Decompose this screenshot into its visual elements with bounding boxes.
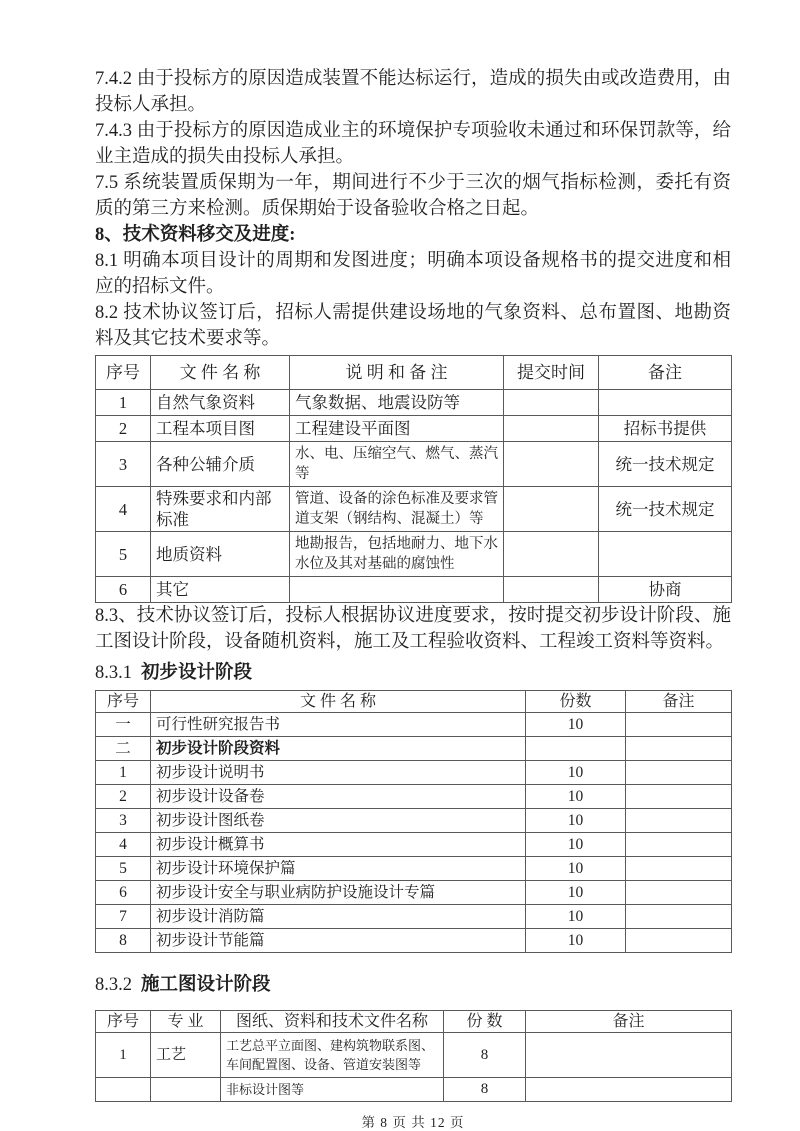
column-header: 备注 [526,1011,732,1033]
table-header-row [96,691,732,713]
table-cell [504,390,599,416]
table-row [96,487,732,532]
table-cell: 10 [526,761,626,785]
column-header: 备注 [599,356,732,390]
table-row [96,532,732,577]
table-cell: 管道、设备的涂色标准及要求管道支架（钢结构、混凝土）等 [290,487,504,532]
table-cell: 2 [96,785,151,809]
table-cell: 二 [96,737,151,761]
preliminary-design-documents-table [95,690,732,953]
table-cell [626,713,732,737]
column-header: 文 件 名 称 [151,691,526,713]
table-cell: 1 [96,390,151,416]
column-header: 说 明 和 备 注 [290,356,504,390]
table-cell: 10 [526,857,626,881]
table-cell [290,577,504,603]
table-cell: 8 [96,929,151,953]
paragraph-8-1: 8.1 明确本项目设计的周期和发图进度；明确本项设备规格书的提交进度和相应的招标文件。 [95,251,731,297]
document-content [95,66,731,1131]
table-cell: 初步设计安全与职业病防护设施设计专篇 [151,881,526,905]
table-row [96,929,732,953]
column-header: 专 业 [151,1011,221,1033]
table-cell: 非标设计图等 [221,1078,444,1102]
table-cell [504,487,599,532]
table-row [96,390,732,416]
table-cell [626,761,732,785]
table-row [96,1033,732,1078]
table-cell: 地质资料 [151,532,290,577]
table-row [96,442,732,487]
table-cell: 10 [526,833,626,857]
table-cell: 工艺 [151,1033,221,1078]
table-cell [626,785,732,809]
paragraph-7-4-3: 7.4.3 由于投标方的原因造成业主的环境保护专项验收未通过和环保罚款等，给业主造成的损失由投标人承担。 [95,121,731,167]
table-cell: 特殊要求和内部标准 [151,487,290,532]
table-cell [504,442,599,487]
table-row [96,857,732,881]
table-row [96,785,732,809]
table-cell: 10 [526,785,626,809]
table-cell: 8 [444,1078,526,1102]
table-cell [626,809,732,833]
table-cell: 1 [96,761,151,785]
table-cell: 其它 [151,577,290,603]
paragraph-7-5: 7.5 系统装置质保期为一年，期间进行不少于三次的烟气指标检测，委托有资质的第三方来检测。质保期始于设备验收合格之日起。 [95,173,731,219]
heading-8-3-2 [95,973,731,997]
column-header: 序号 [96,356,151,390]
table-cell: 初步设计消防篇 [151,905,526,929]
table-row [96,577,732,603]
table-cell: 10 [526,881,626,905]
table-cell: 水、电、压缩空气、燃气、蒸汽等 [290,442,504,487]
table-cell: 1 [96,1033,151,1078]
table-cell [626,905,732,929]
table-cell: 统一技术规定 [599,487,732,532]
table-row [96,713,732,737]
table-cell: 工艺总平立面图、建构筑物联系图、车间配置图、设备、管道安装图等 [221,1033,444,1078]
table-cell: 工程建设平面图 [290,416,504,442]
table-cell: 8 [444,1033,526,1078]
table-row [96,416,732,442]
table-cell: 6 [96,881,151,905]
table-cell: 初步设计概算书 [151,833,526,857]
table-cell: 2 [96,416,151,442]
heading-section-8: 8、技术资料移交及进度: [95,225,296,245]
table-cell: 初步设计图纸卷 [151,809,526,833]
table-row [96,833,732,857]
table-cell: 初步设计节能篇 [151,929,526,953]
table-cell: 4 [96,487,151,532]
table-header-row [96,1011,732,1033]
table-row [96,1078,732,1102]
table-cell [526,1033,732,1078]
table-cell: 招标书提供 [599,416,732,442]
table-cell: 自然气象资料 [151,390,290,416]
table-cell [96,1078,151,1102]
table-cell: 10 [526,929,626,953]
table-cell: 6 [96,577,151,603]
column-header: 图纸、资料和技术文件名称 [221,1011,444,1033]
column-header: 份 数 [444,1011,526,1033]
table-cell: 各种公辅介质 [151,442,290,487]
paragraph-8-2: 8.2 技术协议签订后，招标人需提供建设场地的气象资料、总布置图、地勘资料及其它技术要求等。 [95,303,731,349]
table-cell: 初步设计阶段资料 [151,737,526,761]
construction-drawing-documents-table [95,1010,732,1102]
table-cell: 5 [96,857,151,881]
table-cell: 工程本项目图 [151,416,290,442]
table-cell: 初步设计设备卷 [151,785,526,809]
table-row [96,809,732,833]
table-row [96,881,732,905]
table-cell [504,416,599,442]
heading-number: 8.3.2 [95,975,132,995]
heading-title: 初步设计阶段 [141,663,253,683]
column-header: 序号 [96,691,151,713]
table-cell: 可行性研究报告书 [151,713,526,737]
site-data-submittal-table [95,355,732,603]
table-cell [504,577,599,603]
table-cell: 4 [96,833,151,857]
table-cell: 统一技术规定 [599,442,732,487]
table-header-row [96,356,732,390]
table-cell: 3 [96,442,151,487]
table-cell [626,929,732,953]
table-cell [151,1078,221,1102]
column-header: 备注 [626,691,732,713]
heading-number: 8.3.1 [95,663,132,683]
paragraph-8-3: 8.3、技术协议签订后，投标人根据协议进度要求，按时提交初步设计阶段、施工图设计阶段，设备随机资料，施工及工程验收资料、工程竣工资料等资料。 [95,606,731,652]
table-cell: 3 [96,809,151,833]
table-cell [599,532,732,577]
table-cell: 气象数据、地震设防等 [290,390,504,416]
table-cell: 10 [526,809,626,833]
table-cell [504,532,599,577]
column-header: 提交时间 [504,356,599,390]
table-cell: 5 [96,532,151,577]
table-cell: 10 [526,905,626,929]
table-cell: 协商 [599,577,732,603]
table-cell: 10 [526,713,626,737]
table-row [96,905,732,929]
heading-title: 施工图设计阶段 [141,975,271,995]
table-cell [626,833,732,857]
column-header: 序号 [96,1011,151,1033]
table-cell: 初步设计环境保护篇 [151,857,526,881]
table-cell [626,857,732,881]
table-cell [599,390,732,416]
paragraph-7-4-2: 7.4.2 由于投标方的原因造成装置不能达标运行，造成的损失由或改造费用，由投标人承担。 [95,69,731,115]
table-cell: 初步设计说明书 [151,761,526,785]
table-cell [526,737,626,761]
table-cell [626,881,732,905]
table-cell [526,1078,732,1102]
table-cell: 7 [96,905,151,929]
heading-8-3-1 [95,661,731,685]
table-cell: 一 [96,713,151,737]
column-header: 文 件 名 称 [151,356,290,390]
table-cell: 地勘报告，包括地耐力、地下水水位及其对基础的腐蚀性 [290,532,504,577]
table-row [96,737,732,761]
column-header: 份数 [526,691,626,713]
table-cell [626,737,732,761]
page-number-footer: 第 8 页 共 12 页 [361,1115,465,1130]
table-row [96,761,732,785]
